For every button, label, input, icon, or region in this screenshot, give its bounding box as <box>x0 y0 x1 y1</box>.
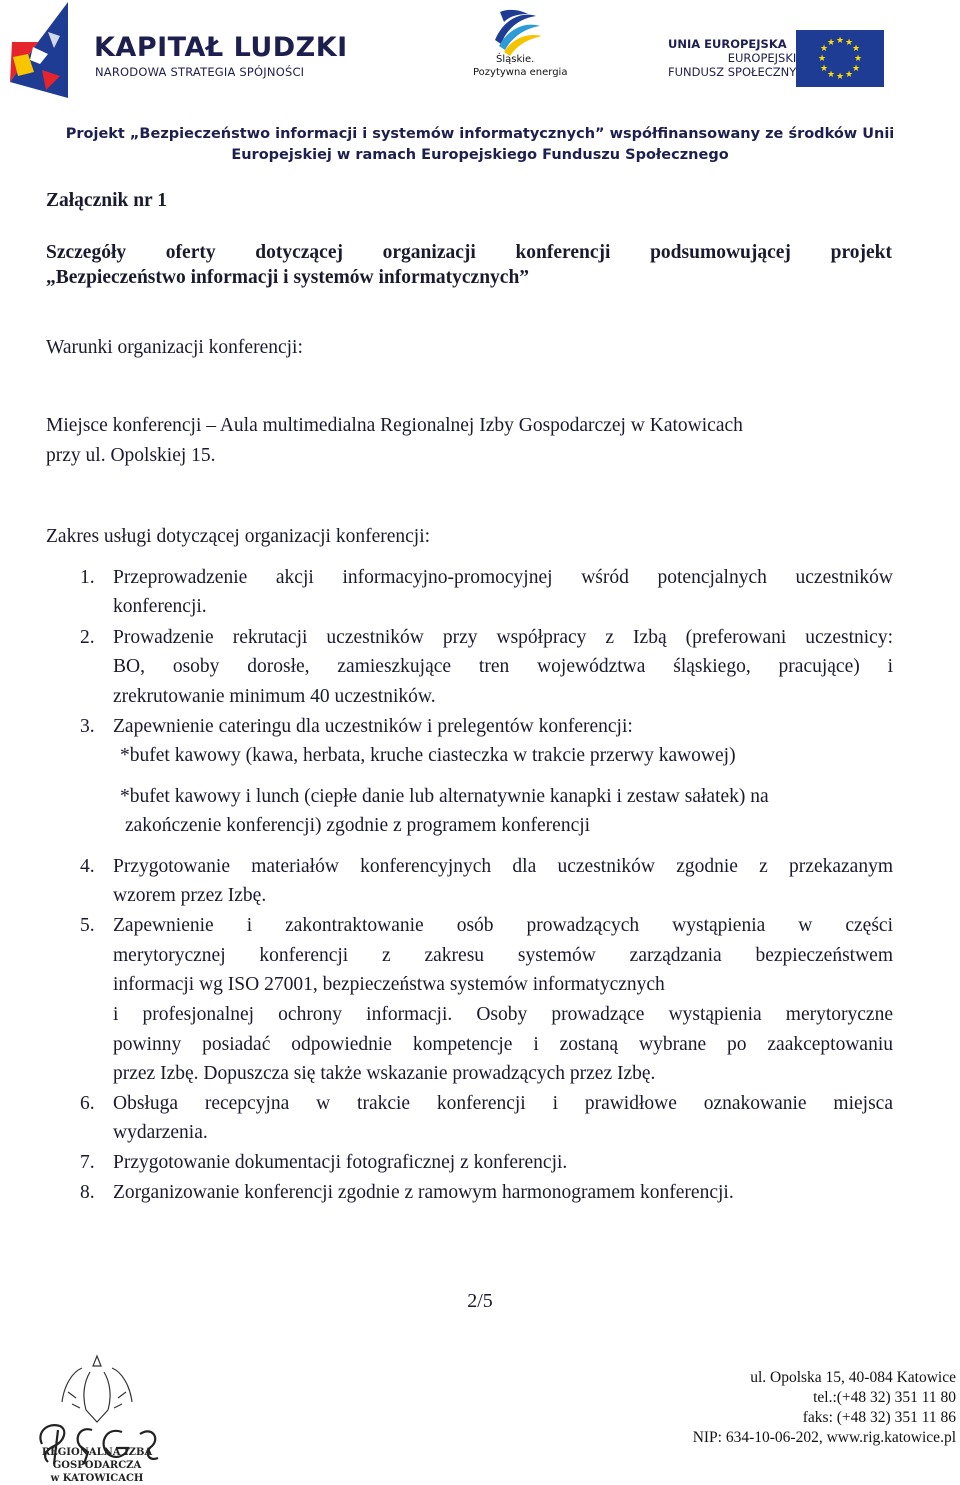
item-7-line: Przygotowanie dokumentacji fotograficznej z konferencji. <box>113 1152 568 1173</box>
slaskie-tagline: Pozytywna energia <box>473 67 568 78</box>
item-6-number: 6. <box>80 1093 95 1114</box>
catering-coffee: *bufet kawowy (kawa, herbata, kruche ciasteczka w trakcie przerwy kawowej) <box>120 745 736 766</box>
project-line-1: Projekt „Bezpieczeństwo informacji i systemów informatycznych” współfinansowany ze środków Unii <box>65 126 895 142</box>
place-line2: przy ul. Opolskiej 15. <box>46 445 216 466</box>
item-4-line: Przygotowanie materiałów konferencyjnych dla uczestników zgodnie z przekazanym <box>113 856 893 877</box>
place-line1: Miejsce konferencji – Aula multimedialna Regionalnej Izby Gospodarczej w Katowicach <box>46 415 743 436</box>
item-2-line: zrekrutowanie minimum 40 uczestników. <box>113 686 436 707</box>
svg-text:★: ★ <box>835 36 845 46</box>
svg-text:★: ★ <box>844 38 854 48</box>
fax: faks: (+48 32) 351 11 86 <box>802 1409 956 1426</box>
conditions-heading: Warunki organizacji konferencji: <box>46 337 303 358</box>
nip-website: NIP: 634-10-06-202, www.rig.katowice.pl <box>692 1429 956 1446</box>
svg-text:★: ★ <box>819 64 829 74</box>
svg-text:★: ★ <box>844 70 854 80</box>
item-5-number: 5. <box>80 915 95 936</box>
kapital-ludzki-subtitle: NARODOWA STRATEGIA SPÓJNOŚCI <box>95 65 305 79</box>
rig-name-line1: REGIONALNA IZBA GOSPODARCZA <box>41 1447 153 1471</box>
rig-name <box>4 1446 190 1485</box>
ue-line2: EUROPEJSKI <box>727 51 797 65</box>
svg-text:★: ★ <box>835 72 845 82</box>
rig-name-line2: w KATOWICACH <box>50 1473 144 1484</box>
eu-flag-icon <box>796 30 884 87</box>
svg-text:★: ★ <box>817 54 827 64</box>
item-6-line: Obsługa recepcyjna w trakcie konferencji i prawidłowe oznakowanie miejsca <box>113 1093 893 1114</box>
svg-text:★: ★ <box>853 54 863 64</box>
ue-line1: UNIA EUROPEJSKA <box>668 37 787 51</box>
item-1-line: konferencji. <box>113 596 207 617</box>
ue-caption <box>668 37 796 79</box>
item-1-line: Przeprowadzenie akcji informacyjno-promocyjnej wśród potencjalnych uczestników <box>113 567 893 588</box>
item-4-line: wzorem przez Izbę. <box>113 885 267 906</box>
catering-lunch-line2: zakończenie konferencji) zgodnie z programem konferencji <box>125 815 591 836</box>
item-8-number: 8. <box>80 1182 95 1203</box>
page-number: 2/5 <box>467 1290 493 1312</box>
item-3-line: Zapewnienie cateringu dla uczestników i prelegentów konferencji: <box>113 716 633 737</box>
svg-text:★: ★ <box>826 38 836 48</box>
kapital-ludzki-title: KAPITAŁ LUDZKI <box>94 32 348 63</box>
ue-line3: FUNDUSZ SPOŁECZNY <box>668 65 797 79</box>
item-4-number: 4. <box>80 856 95 877</box>
svg-text:★: ★ <box>851 44 861 54</box>
address: ul. Opolska 15, 40-084 Katowice <box>750 1369 956 1386</box>
item-5-line: merytorycznej konferencji z zakresu systemów zarządzania bezpieczeństwem <box>113 945 893 966</box>
item-2-line: BO, osoby dorosłe, zamieszkujące tren województwa śląskiego, pracujące) i <box>113 656 893 677</box>
project-line-2: Europejskiej w ramach Europejskiego Funduszu Społecznego <box>231 147 729 163</box>
svg-text:★: ★ <box>819 44 829 54</box>
item-5-line: informacji wg ISO 27001, bezpieczeństwa systemów informatycznych <box>113 974 665 995</box>
item-1-number: 1. <box>80 567 95 588</box>
item-5-line: powinny posiadać odpowiednie kompetencje i zostaną wybrane po zaakceptowaniu <box>113 1034 893 1055</box>
item-3-number: 3. <box>80 716 95 737</box>
item-5-line: i profesjonalnej ochrony informacji. Osoby prowadzące wystąpienia merytoryczne <box>113 1004 893 1025</box>
attachment-label: Załącznik nr 1 <box>46 190 167 211</box>
scope-heading: Zakres usługi dotyczącej organizacji konferencji: <box>46 526 431 547</box>
item-2-number: 2. <box>80 627 95 648</box>
catering-lunch-line1: *bufet kawowy i lunch (ciepłe danie lub alternatywnie kanapki i zestaw sałatek) na <box>120 786 769 807</box>
document-title-line2: „Bezpieczeństwo informacji i systemów informatycznych” <box>46 267 530 288</box>
item-2-line: Prowadzenie rekrutacji uczestników przy współpracy z Izbą (preferowani uczestnicy: <box>113 627 893 648</box>
contact-block <box>693 1368 956 1448</box>
svg-text:★: ★ <box>851 64 861 74</box>
item-8-line: Zorganizowanie konferencji zgodnie z ramowym harmonogramem konferencji. <box>113 1182 734 1203</box>
item-6-line: wydarzenia. <box>113 1122 208 1143</box>
item-5-line: przez Izbę. Dopuszcza się także wskazanie prowadzących przez Izbę. <box>113 1063 656 1084</box>
phone: tel.:(+48 32) 351 11 80 <box>813 1389 956 1406</box>
item-7-number: 7. <box>80 1152 95 1173</box>
item-5-line: Zapewnienie i zakontraktowanie osób prowadzących wystąpienia w części <box>113 915 893 936</box>
document-title-line1: Szczegóły oferty dotyczącej organizacji konferencji podsumowującej projekt <box>46 242 892 263</box>
svg-text:★: ★ <box>826 70 836 80</box>
slaskie-name: Śląskie. <box>496 54 535 65</box>
